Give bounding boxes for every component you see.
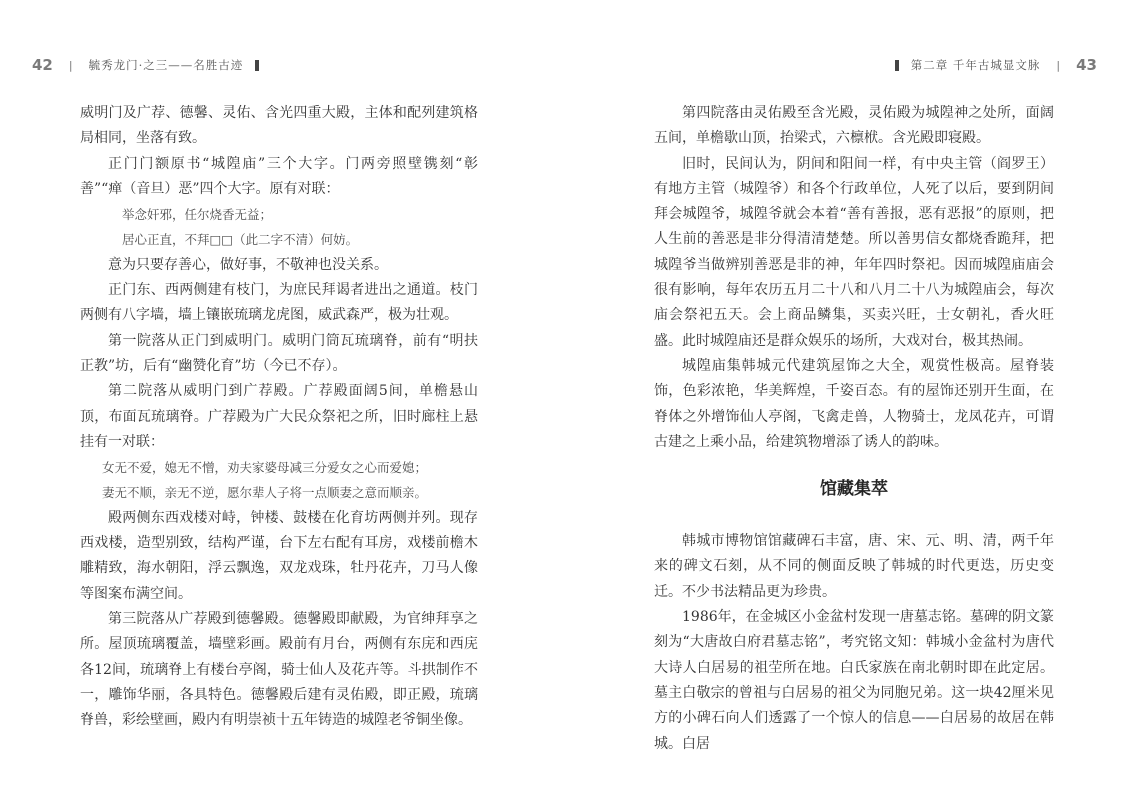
paragraph: 正门门额原书“城隍庙”三个大字。门两旁照壁镌刻“彰善”“瘅（音旦）恶”四个大字。原有对联：	[80, 155, 478, 197]
right-page-number: 43	[1076, 56, 1097, 74]
paragraph: 第一院落从正门到威明门。威明门筒瓦琉璃脊，前有“明扶正教”坊，后有“幽赞化育”坊（今已不存）。	[80, 332, 478, 374]
right-page-header	[883, 54, 1097, 76]
paragraph: 殿两侧东西戏楼对峙，钟楼、鼓楼在化育坊两侧并列。现存西戏楼，造型别致，结构严谨，台下左右配有耳房，戏楼前檐木雕精致，海水朝阳，浮云飘逸，双龙戏珠，牡丹花卉，刀马人像等图案布满空间。	[80, 509, 478, 602]
left-page-number: 42	[32, 56, 53, 74]
paragraph: 第三院落从广荐殿到德馨殿。德馨殿即献殿，为官绅拜享之所。屋顶琉璃覆盖，墙壁彩画。殿前有月台，两侧有东庑和西庑各12间，琉璃脊上有楼台亭阁，骑士仙人及花卉等。斗拱制作不一，雕饰华丽，各具特色。德馨殿后建有灵佑殿，即正殿，琉璃脊兽，彩绘壁画，殿内有明崇祯十五年铸造的城隍老爷铜坐像。	[80, 610, 478, 729]
header-separator: |	[1056, 58, 1061, 72]
couplet-line: 居心正直，不拜□□（此二字不清）何妨。	[122, 232, 359, 248]
left-page	[0, 0, 566, 799]
left-page-body	[80, 101, 478, 733]
header-mark	[895, 60, 899, 71]
right-page	[567, 0, 1133, 799]
section-heading: 馆藏集萃	[820, 479, 888, 500]
left-running-title: 毓秀龙门·之三——名胜古迹	[88, 58, 244, 72]
header-mark	[255, 60, 259, 71]
paragraph: 韩城市博物馆馆藏碑石丰富，唐、宋、元、明、清，两千年来的碑文石刻，从不同的侧面反映了韩城的时代更迭，历史变迁。不少书法精品更为珍贵。	[654, 533, 1054, 600]
left-page-header	[32, 54, 271, 76]
right-page-body	[654, 101, 1054, 757]
couplet-line: 女无不爱，媳无不憎，劝夫家婆母减三分爱女之心而爱媳；	[102, 460, 428, 476]
couplet-line: 妻无不顺，亲无不逆，愿尔辈人子将一点顺妻之意而顺亲。	[102, 485, 428, 501]
paragraph: 第四院落由灵佑殿至含光殿，灵佑殿为城隍神之处所，面阔五间，单檐歇山顶，抬梁式，六檩栿。含光殿即寝殿。	[654, 105, 1054, 147]
paragraph: 1986年，在金城区小金盆村发现一唐墓志铭。墓碑的阴文篆刻为“大唐故白府君墓志铭”，考究铭文知：韩城小金盆村为唐代大诗人白居易的祖茔所在地。白氏家族在南北朝时即在此定居。墓主白敬宗的曾祖与白居易的祖父为同胞兄弟。这一块42厘米见方的小碑石向人们透露了一个惊人的信息——白居易的故居在韩城。白居	[654, 609, 1054, 752]
couplet-line: 举念奸邪，任尔烧香无益；	[122, 207, 273, 223]
paragraph: 旧时，民间认为，阴间和阳间一样，有中央主管（阎罗王）有地方主管（城隍爷）和各个行政单位，人死了以后，要到阴间拜会城隍爷，城隍爷就会本着“善有善报，恶有恶报”的原则，把人生前的善恶是非分得清清楚楚。所以善男信女都烧香跪拜，把城隍爷当做辨别善恶是非的神，年年四时祭祀。因而城隍庙庙会很有影响，每年农历五月二十八和八月二十八为城隍庙会，每次庙会祭祀五天。会上商品鳞集，买卖兴旺，士女朝礼，香火旺盛。此时城隍庙还是群众娱乐的场所，大戏对台，极其热闹。	[654, 155, 1054, 349]
paragraph: 意为只要存善心，做好事，不敬神也没关系。	[108, 256, 388, 273]
right-running-title: 第二章 千年古城显文脉	[910, 58, 1041, 72]
header-separator: |	[68, 58, 73, 72]
paragraph: 城隍庙集韩城元代建筑屋饰之大全，观赏性极高。屋脊装饰，色彩浓艳，华美辉煌，千姿百态。有的屋饰还别开生面，在脊体之外增饰仙人亭阁，飞禽走兽，人物骑士，龙凤花卉，可谓古建之上乘小品，给建筑物增添了诱人的韵味。	[654, 357, 1054, 450]
paragraph: 第二院落从威明门到广荐殿。广荐殿面阔5间，单檐悬山顶，布面瓦琉璃脊。广荐殿为广大民众祭祀之所，旧时廊柱上悬挂有一对联：	[80, 383, 478, 450]
paragraph: 威明门及广荐、德馨、灵佑、含光四重大殿，主体和配列建筑格局相同，坐落有致。	[80, 105, 478, 147]
paragraph: 正门东、西两侧建有枝门，为庶民拜谒者进出之通道。枝门两侧有八字墙，墙上镶嵌琉璃龙虎图，威武森严，极为壮观。	[80, 282, 478, 324]
